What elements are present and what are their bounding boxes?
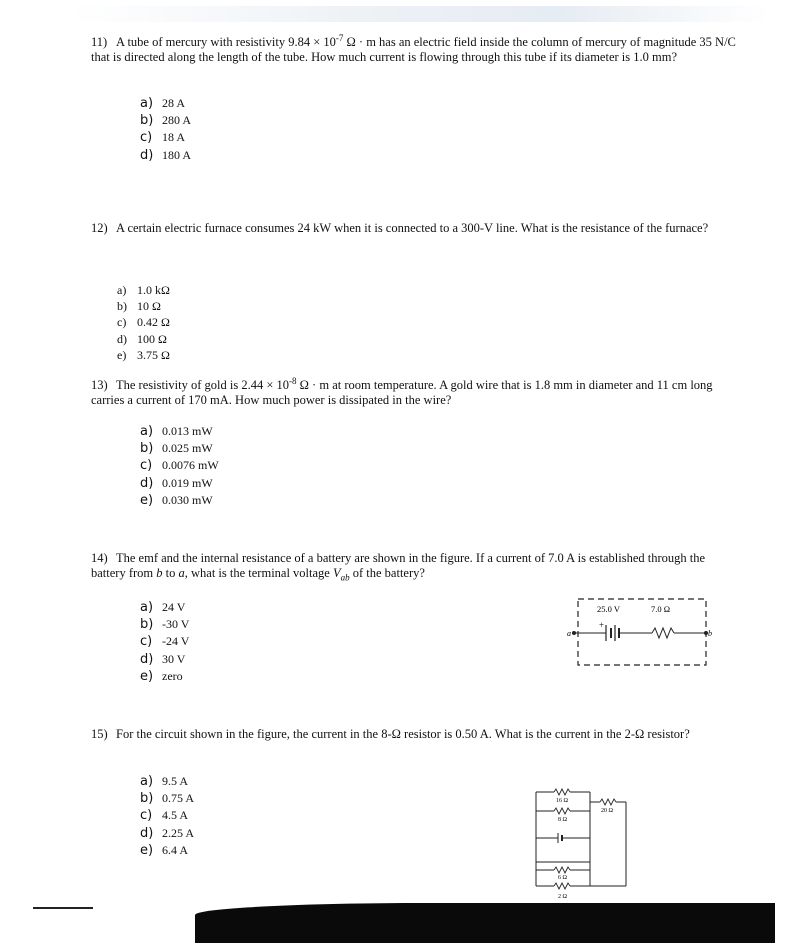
option[interactable]: d) 180 A xyxy=(140,147,192,163)
bottom-divider xyxy=(33,907,93,909)
resistor-20-label: 20 Ω xyxy=(601,808,613,814)
options-12 xyxy=(117,282,170,363)
option[interactable]: c) -24 V xyxy=(140,634,190,650)
option[interactable]: a) 1.0 kΩ xyxy=(117,283,170,297)
option[interactable]: e) 3.75 Ω xyxy=(117,347,170,362)
option[interactable]: d) 100 Ω xyxy=(117,331,167,346)
option[interactable]: b) 10 Ω xyxy=(117,299,161,314)
resistor-2-label: 2 Ω xyxy=(558,894,567,900)
resistor xyxy=(652,628,674,638)
question-text: The resistivity of gold is $2.44 \times 10^{-8}$ Ω · m at room temperature. A gold wire that is 1.8 mm in diameter and 11 cm long carries a current of 170 mA. How much power is dissipated in the wire? xyxy=(91,375,713,407)
option[interactable]: c) 0.42 Ω xyxy=(117,315,170,330)
question-11 xyxy=(91,32,741,65)
resistor-8 xyxy=(554,808,570,814)
option[interactable]: e) zero xyxy=(140,668,183,684)
resistor-6 xyxy=(554,867,570,873)
question-12 xyxy=(91,221,741,236)
node-a-label: a xyxy=(567,629,571,638)
bottom-shadow-bar xyxy=(195,903,775,943)
question-text: The emf and the internal resistance of a battery are shown in the figure. If a current of 7.0 A is established through the battery from b to a, what is the terminal voltage $V_{ab}$ of the battery? xyxy=(91,551,706,583)
option[interactable]: a) 9.5 A xyxy=(140,774,189,789)
option[interactable]: e) 0.030 mW xyxy=(140,492,213,508)
question-14 xyxy=(91,551,741,581)
option[interactable]: a) 28 A xyxy=(140,96,186,111)
top-scan-band xyxy=(70,6,770,22)
question-15 xyxy=(91,727,741,742)
option[interactable]: d) 30 V xyxy=(140,651,186,667)
question-text: A tube of mercury with resistivity $9.84 \times 10^{-7}$ Ω · m has an electric field inside the column of mercury of magnitude 35 N/C that is directed along the length of the tube. How much current is flowing through this tube if its diameter is 1.0 mm? xyxy=(91,32,736,64)
options-13 xyxy=(140,423,219,509)
node-b-label: b xyxy=(708,629,712,638)
resistor-8-label: 8 Ω xyxy=(558,817,567,823)
question-number: 15) xyxy=(91,727,108,741)
resistor-16 xyxy=(554,789,570,795)
option[interactable]: a) 0.013 mW xyxy=(140,424,213,439)
option[interactable]: b) 280 A xyxy=(140,113,192,129)
question-text: For the circuit shown in the figure, the current in the 8-Ω resistor is 0.50 A. What is the current in the 2-Ω resistor? xyxy=(116,727,690,741)
option[interactable]: d) 2.25 A xyxy=(140,825,195,841)
emf-label: 25.0 V xyxy=(597,604,620,614)
option[interactable]: c) 18 A xyxy=(140,130,186,146)
option[interactable]: b) 0.025 mW xyxy=(140,441,213,457)
resistor-6-label: 6 Ω xyxy=(558,875,567,881)
option[interactable]: b) 0.75 A xyxy=(140,791,195,807)
option[interactable]: b) -30 V xyxy=(140,617,190,633)
options-11 xyxy=(140,95,191,164)
node-a-dot xyxy=(572,631,576,635)
question-number: 11) xyxy=(91,35,108,49)
resistor-16-label: 16 Ω xyxy=(556,798,568,804)
option[interactable]: c) 0.0076 mW xyxy=(140,458,219,474)
options-14 xyxy=(140,599,189,685)
battery-circuit-figure xyxy=(560,595,720,670)
question-13 xyxy=(91,375,741,408)
option[interactable]: d) 0.019 mW xyxy=(140,475,213,491)
plus-sign: + xyxy=(599,620,605,630)
resistor-2 xyxy=(554,883,570,889)
question-text: A certain electric furnace consumes 24 kW when it is connected to a 300-V line. What is the resistance of the furnace? xyxy=(116,221,709,235)
options-15 xyxy=(140,773,194,859)
resistor-20 xyxy=(600,799,616,805)
question-number: 12) xyxy=(91,221,108,235)
question-number: 13) xyxy=(91,378,108,392)
option[interactable]: a) 24 V xyxy=(140,600,186,615)
resistance-label: 7.0 Ω xyxy=(651,604,671,614)
resistor-network-figure xyxy=(530,778,635,903)
option[interactable]: e) 6.4 A xyxy=(140,842,189,858)
question-number: 14) xyxy=(91,551,108,565)
option[interactable]: c) 4.5 A xyxy=(140,808,189,824)
